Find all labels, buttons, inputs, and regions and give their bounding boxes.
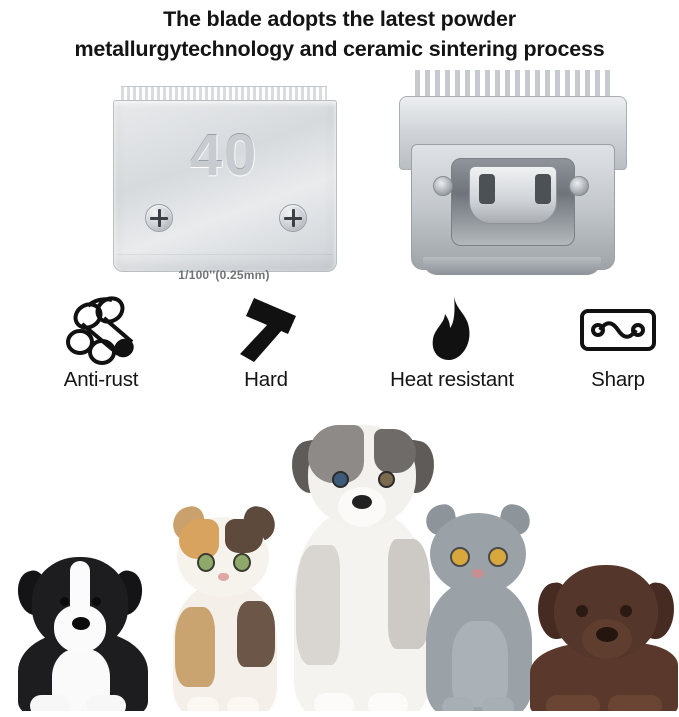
chocolate-labrador-puppy [528,565,678,717]
nose [72,617,90,630]
pets-photo [0,414,679,717]
feature-heat-resistant [358,292,546,392]
eye-left-blue [332,471,349,488]
feature-hard [196,292,336,392]
nose [352,495,372,509]
feature-sharp [562,292,674,392]
head-patch-orange [179,519,219,559]
eye-left [60,597,69,606]
head-patch-right [374,429,416,473]
eye-left [197,553,215,572]
body-patch-orange [175,607,215,687]
hammer-icon [196,292,336,368]
feature-list [0,292,679,422]
blade-slot-right [535,174,551,204]
eye-left [450,547,470,567]
headline-line-2: metallurgytechnology and ceramic sintering process [74,37,605,61]
page-title [0,4,679,64]
blade-bottom-edge [423,257,601,275]
eye-left [576,605,588,617]
eye-right [488,547,508,567]
body-patch-brown [237,601,275,667]
body-shading-left [296,545,340,665]
feature-label: Sharp [591,368,645,391]
british-shorthair-kitten [418,513,542,717]
ground-line [0,711,679,717]
eye-right [92,597,101,606]
head-patch-brown [225,519,263,553]
clipper-blade-front-image [113,86,335,284]
razor-blade-icon [562,292,674,368]
blade-size-number: 40 [189,123,259,188]
belly [452,621,508,707]
eye-right [620,605,632,617]
blade-spec-label: 1/100''(0.25mm) [178,268,270,282]
rust-free-rods-icon [22,292,180,368]
nose [472,569,484,578]
nose [218,573,229,581]
feature-label: Hard [244,368,288,391]
feature-anti-rust [22,292,180,392]
head [430,513,526,595]
clipper-blade-angled-image [393,70,629,275]
feature-label: Heat resistant [390,368,514,391]
blade-slot-left [479,174,495,204]
nose [596,627,618,642]
blade-mount-hole-right [569,176,589,196]
blade-mount-hole-left [433,176,453,196]
eye-right-amber [378,471,395,488]
blade-screw-left [145,204,173,232]
feature-label: Anti-rust [63,368,139,391]
border-collie-puppy [8,557,158,717]
blade-screw-right [279,204,307,232]
blade-images [0,70,679,285]
eye-right [233,553,251,572]
flame-icon [358,292,546,368]
calico-kitten [163,517,285,717]
headline-line-1: The blade adopts the latest powder [163,7,516,31]
